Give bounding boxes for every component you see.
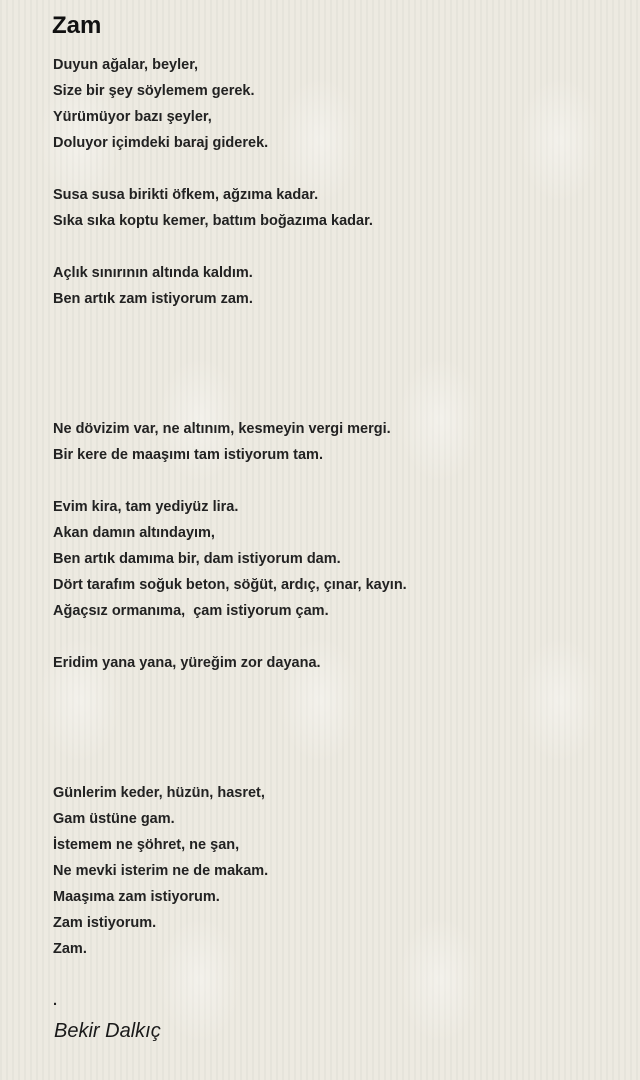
poem-line: Yürümüyor bazı şeyler, [53, 109, 212, 125]
poem-line: Zam. [53, 941, 87, 957]
poem-line: Ne dövizim var, ne altınım, kesmeyin vergi mergi. [53, 421, 391, 437]
poem-line: Doluyor içimdeki baraj giderek. [53, 135, 269, 151]
poem-line: Günlerim keder, hüzün, hasret, [53, 785, 265, 801]
stanza-1 [53, 52, 623, 156]
poem-line: Maaşıma zam istiyorum. [53, 889, 220, 905]
poem-line: Akan damın altındayım, [53, 525, 215, 541]
poem-body [53, 52, 623, 1040]
poem-line: Ağaçsız ormanıma, çam istiyorum çam. [53, 603, 329, 619]
poem-line: . [53, 993, 58, 1009]
stanza-4 [53, 416, 623, 468]
poem-line: Sıka sıka koptu kemer, battım boğazıma kadar. [53, 213, 373, 229]
poem-line: Duyun ağalar, beyler, [53, 57, 199, 73]
stanza-8 [53, 988, 623, 1014]
poem-line: Ne mevki isterim ne de makam. [53, 863, 269, 879]
poem-line: Size bir şey söylemem gerek. [53, 83, 255, 99]
stanza-2 [53, 182, 623, 234]
poem-line: Susa susa birikti öfkem, ağzıma kadar. [53, 187, 319, 203]
poem-line: Gam üstüne gam. [53, 811, 175, 827]
poem-line: Dört tarafım soğuk beton, söğüt, ardıç, çınar, kayın. [53, 577, 407, 593]
stanza-3 [53, 260, 623, 312]
poem-author: Bekir Dalkıç [54, 1020, 161, 1042]
poem-line: Zam istiyorum. [53, 915, 157, 931]
poem-line: Evim kira, tam yediyüz lira. [53, 499, 239, 515]
stanza-5 [53, 494, 623, 624]
poem-line: Ben artık zam istiyorum zam. [53, 291, 253, 307]
poem-title: Zam [52, 12, 102, 39]
poem-line: Bir kere de maaşımı tam istiyorum tam. [53, 447, 323, 463]
stanza-7 [53, 780, 623, 962]
poem-line: İstemem ne şöhret, ne şan, [53, 837, 240, 853]
poem-line: Eridim yana yana, yüreğim zor dayana. [53, 655, 321, 671]
stanza-6 [53, 650, 623, 676]
poem-line: Açlık sınırının altında kaldım. [53, 265, 253, 281]
poem-line: Ben artık damıma bir, dam istiyorum dam. [53, 551, 341, 567]
